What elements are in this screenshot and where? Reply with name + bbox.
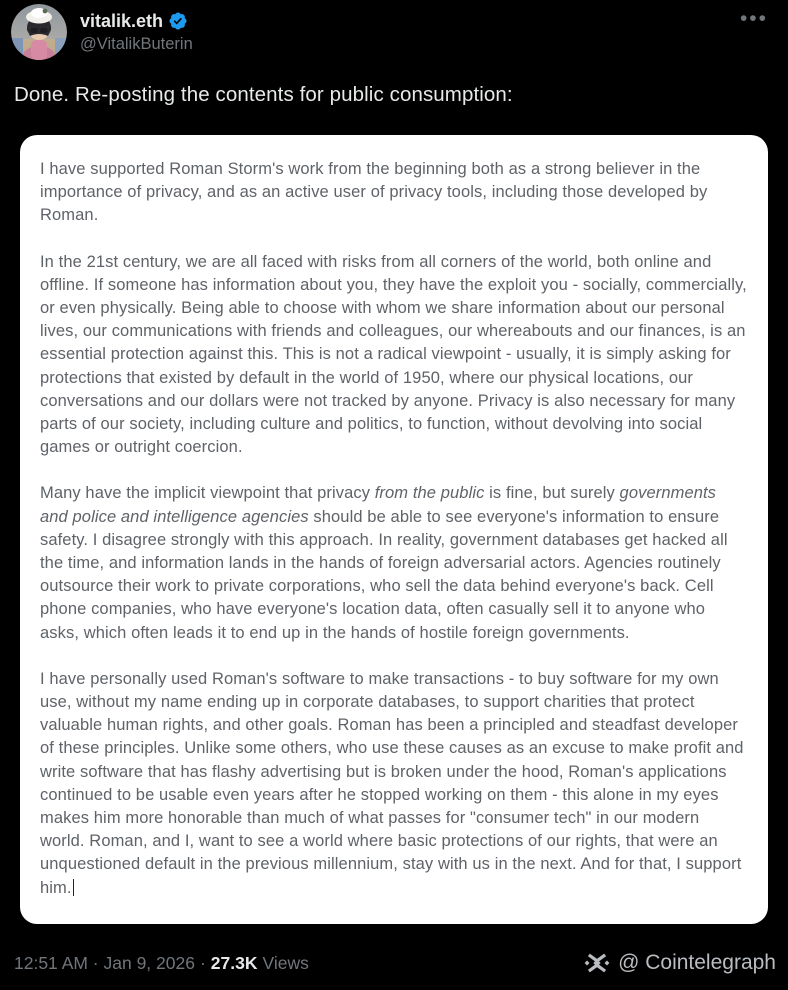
timestamp: 12:51 AM · Jan 9, 2026: [14, 952, 195, 973]
note-paragraphs: [40, 158, 748, 900]
tweet-footer: [0, 950, 788, 976]
cointelegraph-logo-icon: [584, 950, 610, 976]
note-paragraph: [40, 482, 748, 644]
note-text: In the 21st century, we are all faced with risks from all corners of the world, both online and offline. If someone has information about you, they have the exploit you - socially, commercially, or even physically. Being able to choose with whom we share information about our personal lives, our communications with friends and colleagues, our whereabouts and our finances, is an essential protection against this. This is not a radical viewpoint - usually, it is simply asking for protections that existed by default in the world of 1950, where our physical locations, our conversations and our dollars were not tracked by anyone. Privacy is also necessary for many parts of our society, including culture and politics, to function, without devolving into social games or outright coercion.: [40, 252, 747, 457]
embedded-note-image[interactable]: [20, 135, 768, 924]
avatar[interactable]: [11, 4, 67, 60]
note-text-italic: governments and police and intelligence agencies: [40, 484, 717, 526]
user-handle[interactable]: @VitalikButerin: [80, 35, 193, 53]
cointelegraph-watermark: [584, 950, 776, 976]
note-paragraph: [40, 251, 748, 460]
note-text: is fine, but surely: [484, 484, 620, 503]
timestamp-and-views: [14, 953, 309, 974]
views-label: Views: [262, 952, 309, 973]
text-cursor: [73, 879, 75, 896]
display-name: vitalik.eth: [80, 11, 164, 31]
note-text: Many have the implicit viewpoint that privacy: [40, 484, 375, 503]
user-identity: [80, 4, 734, 55]
note-text-italic: from the public: [374, 484, 485, 503]
watermark-handle: @ Cointelegraph: [618, 951, 776, 974]
note-text: I have personally used Roman's software to make transactions - to buy software for my own use, without my name ending up in corporate databases, to support charities that protect valuable human rights, and other goals. Roman has been a principled and steadfast developer of these principles. Unlike some others, who use these causes as an excuse to make profit and write software that has flashy advertising but is broken under the hood, Roman's applications continued to be usable even years after he stopped working on them - this alone in my eyes makes him more honorable than much of what passes for "consumer tech" in our modern world. Roman, and I, want to see a world where basic protections of our rights, that were an unquestioned default in the previous millennium, stay with us in the next. And for that, I support him.: [40, 669, 744, 897]
verified-badge-icon: [168, 11, 188, 31]
note-paragraph: [40, 668, 748, 900]
display-name-row[interactable]: [80, 10, 734, 32]
dot-separator: ·: [199, 952, 206, 973]
note-text: I have supported Roman Storm's work from the beginning both as a strong believer in the importance of privacy, and as an active user of privacy tools, including those developed by Roman.: [40, 160, 708, 225]
tweet-text: Done. Re-posting the contents for public consumption:: [14, 83, 513, 106]
note-paragraph: [40, 158, 748, 228]
views-count: 27.3K: [210, 952, 258, 973]
note-text: should be able to see everyone's information to ensure safety. I disagree strongly with this approach. In reality, government databases get hacked all the time, and information lands in the hands of foreign adversarial actors. Agencies routinely outsource their work to private corporations, who sell the data behind everyone's back. Cell phone companies, who have everyone's location data, often casually sell it to anyone who asks, which often leads it to end up in the hands of hostile foreign governments.: [40, 507, 728, 642]
tweet-header: [0, 0, 788, 60]
more-menu-button[interactable]: •••: [739, 7, 768, 30]
avatar-image: [11, 4, 67, 60]
